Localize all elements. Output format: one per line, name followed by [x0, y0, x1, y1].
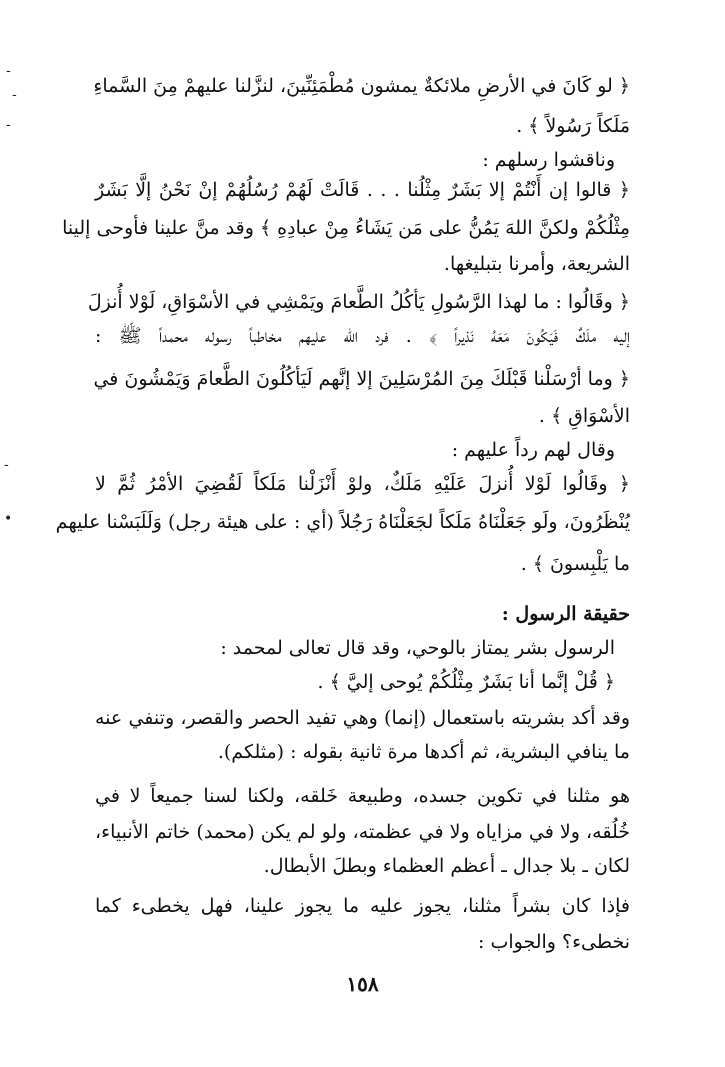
section-heading: حقيقة الرسول :	[501, 603, 630, 625]
text-line: الرسول بشر يمتاز بالوحي، وقد قال تعالى لمحمد :	[220, 637, 615, 659]
text-line: وقد أكد بشريته باستعمال (إنما) وهي تفيد الحصر والقصر، وتنفي عنه	[95, 707, 630, 729]
verse-line: إليه ملَكٌ فَيَكُونَ مَعَهُ نَذيراً ﴾ . فرد الله عليهم مخاطباً رسوله محمداً ﷺ :	[95, 325, 630, 347]
margin-mark: •	[4, 511, 13, 527]
verse-line: يُنْظَرُونَ، ولَو جَعَلْنَاهُ مَلَكاً لجَعَلْنَاهُ رَجُلاً (أي : على هيئة رجل) وَلَلَبَسْنا عليهم	[55, 511, 630, 533]
text-line: هو مثلنا في تكوين جسده، وطبيعة خَلقه، ولكنا لسنا جميعاً لا في	[95, 785, 630, 807]
margin-mark: -	[6, 117, 11, 133]
verse-line: ﴿ قُلْ إنَّما أنا بَشَرٌ مِثْلُكُمْ يُوحى إليَّ ﴾ .	[317, 671, 615, 693]
page-number: ١٥٨	[346, 972, 379, 996]
verse-line: ﴿ وقَالُوا لَوْلا أُنزلَ عَلَيْهِ مَلَكٌ، ولوْ أَنْزَلْنا مَلَكاً لَقُضِيَ الأمْرُ ثُمَّ لا	[95, 473, 630, 495]
text-line: وقال لهم رداً عليهم :	[451, 439, 615, 461]
verse-line: ما يَلْبِسونَ ﴾ .	[520, 553, 630, 575]
verse-line: الأسْوَاقِ ﴾ .	[538, 405, 630, 427]
verse-line: ﴿ قالوا إن أَنْتُمْ إلا بَشَرٌ مِثْلُنا . . . قَالَتْ لَهُمْ رُسُلُهُمْ إنْ نَحْنُ إلَّا بَشَرٌ	[95, 179, 630, 201]
verse-line: مَلَكاً رَسُولاً ﴾ .	[516, 115, 630, 137]
verse-line: ﴿ وما أرْسَلْنا قَبْلَكَ مِنَ المُرْسَلِينَ إلا إنَّهم لَيَأكُلُونَ الطَّعامَ وَيَمْشُونَ في	[93, 368, 630, 390]
text-line: نخطىء؟ والجواب :	[478, 931, 630, 953]
margin-mark: -	[12, 87, 17, 103]
text-line: خُلُقه، ولا في مزاياه ولا في عظمته، ولو لم يكن (محمد) خاتم الأنبياء،	[95, 821, 630, 843]
text-line: لكان ـ بلا جدال ـ أعظم العظماء وبطلَ الأبطال.	[263, 855, 630, 877]
text-line: الشريعة، وأمرنا بتبليغها.	[443, 253, 630, 275]
margin-mark: -	[4, 457, 9, 473]
text-line: فإذا كان بشراً مثلنا، يجوز عليه ما يجوز علينا، فهل يخطىء كما	[95, 895, 630, 917]
verse-line: ﴿ وقَالُوا : ما لهذا الرَّسُولِ يَأكُلُ الطَّعامَ ويَمْشِي في الأسْوَاقِ، لَوْلا أُنزلَ	[87, 291, 630, 313]
text-line: ما ينافي البشرية، ثم أكدها مرة ثانية بقوله : (مثلكم).	[217, 741, 630, 763]
verse-line: ﴿ لو كَانَ في الأرضِ ملائكةٌ يمشون مُطْمَئِنِّينَ، لنزَّلنا عليهمْ مِنَ السَّماءِ	[93, 75, 630, 97]
margin-mark: -	[6, 63, 11, 79]
verse-line: مِثْلُكُمْ ولكنَّ اللهَ يَمُنُّ على مَن يَشَاءُ مِنْ عبادِهِ ﴾ وقد منَّ علينا فأوحى إلينا	[62, 217, 630, 239]
text-line: وناقشوا رسلهم :	[482, 149, 615, 171]
